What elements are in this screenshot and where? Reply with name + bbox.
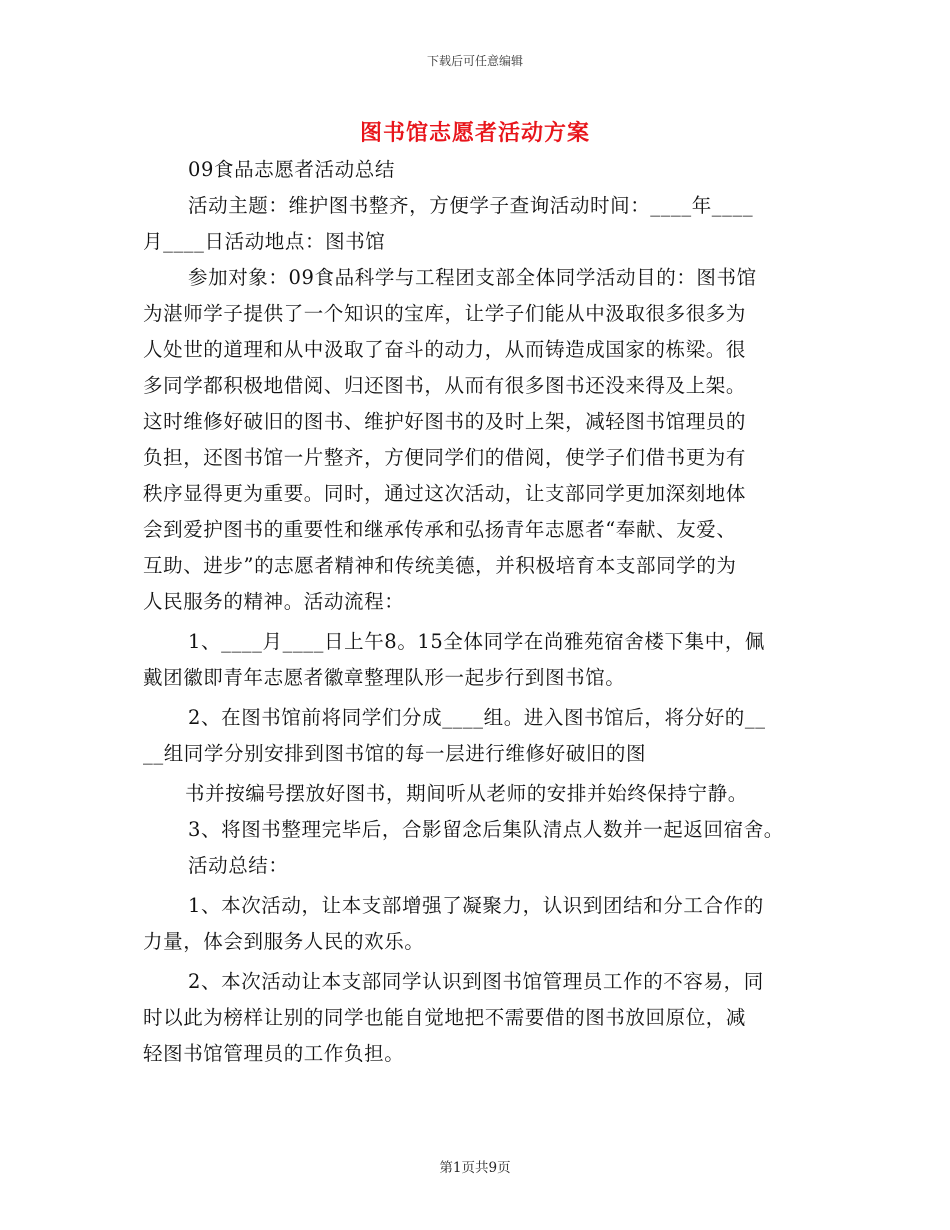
- document-body: [143, 152, 823, 1072]
- process-step-1: 1、____月____日上午8。15全体同学在尚雅苑宿舍楼下集中，佩: [188, 630, 766, 653]
- paragraph-line: 秩序显得更为重要。同时，通过这次活动，让支部同学更加深刻地体: [143, 482, 747, 505]
- paragraph-line: 参加对象：09食品科学与工程团支部全体同学活动目的：图书馆: [188, 266, 757, 289]
- summary-item-1-cont: 力量，体会到服务人民的欢乐。: [143, 930, 425, 953]
- summary-item-2-cont: 轻图书馆管理员的工作负担。: [143, 1042, 405, 1065]
- theme-line: 活动主题：维护图书整齐，方便学子查询活动时间：____年____: [188, 194, 754, 217]
- paragraph-line: 会到爱护图书的重要性和继承传承和弘扬青年志愿者“奉献、友爱、: [143, 518, 737, 541]
- summary-heading: 活动总结：: [188, 854, 289, 877]
- process-step-3: 3、将图书整理完毕后，合影留念后集队清点人数并一起返回宿舍。: [188, 818, 784, 841]
- page-number: 第1页共9页: [439, 1160, 511, 1176]
- paragraph-line: 人民服务的精神。活动流程：: [143, 590, 405, 613]
- paragraph-line: 人处世的道理和从中汲取了奋斗的动力，从而铸造成国家的栋梁。很: [143, 338, 747, 361]
- summary-item-2-cont: 时以此为榜样让别的同学也能自觉地把不需要借的图书放回原位，减: [143, 1006, 747, 1029]
- process-step-2: 2、在图书馆前将同学们分成____组。进入图书馆后，将分好的__: [188, 706, 766, 729]
- paragraph-line: 多同学都积极地借阅、归还图书，从而有很多图书还没来得及上架。: [143, 374, 747, 397]
- process-step-1-cont: 戴团徽即青年志愿者徽章整理队形一起步行到图书馆。: [143, 666, 626, 689]
- paragraph-line: 负担，还图书馆一片整齐，方便同学们的借阅，使学子们借书更为有: [143, 446, 747, 469]
- process-step-2-cont: 书并按编号摆放好图书，期间听从老师的安排并始终保持宁静。: [185, 782, 748, 805]
- paragraph-line: 互助、进步”的志愿者精神和传统美德，并积极培育本支部同学的为: [143, 554, 737, 577]
- subtitle-line: 09食品志愿者活动总结: [188, 158, 395, 181]
- summary-item-1: 1、本次活动，让本支部增强了凝聚力，认识到团结和分工合作的: [188, 894, 764, 917]
- paragraph-line: 这时维修好破旧的图书、维护好图书的及时上架，减轻图书馆理员的: [143, 410, 747, 433]
- page-header-note: 下载后可任意编辑: [426, 54, 523, 68]
- process-step-2-cont: __组同学分别安排到图书馆的每一层进行维修好破旧的图: [143, 742, 647, 765]
- paragraph-line: 为湛师学子提供了一个知识的宝库，让学子们能从中汲取很多很多为: [143, 302, 747, 325]
- document-title: 图书馆志愿者活动方案: [359, 120, 590, 146]
- summary-item-2: 2、本次活动让本支部同学认识到图书馆管理员工作的不容易，同: [188, 970, 764, 993]
- time-location-line: 月____日活动地点：图书馆: [143, 230, 386, 253]
